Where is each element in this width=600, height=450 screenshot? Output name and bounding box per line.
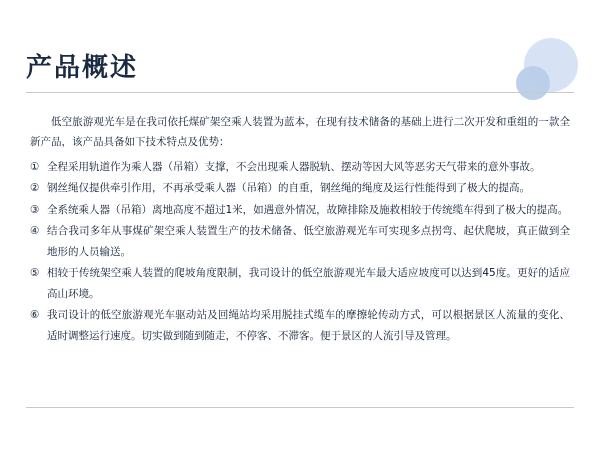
list-item-text: 相较于传统架空乘人装置的爬坡角度限制，我司设计的低空旅游观光车最大适应坡度可以达到45度。更好的适应高山环境。	[47, 267, 570, 300]
list-marker: ⑤	[30, 267, 40, 280]
decorative-circle-small-icon	[516, 66, 550, 100]
list-item	[30, 200, 570, 220]
decorative-circle-large-icon	[524, 38, 578, 92]
list-marker: ②	[30, 182, 40, 195]
list-marker: ⑥	[30, 309, 40, 322]
list-item-text: 全系统乘人器（吊箱）离地高度不超过1米，如遇意外情况，故障排除及施救相较于传统缆车得到了极大的提高。	[47, 203, 569, 216]
list-item-text: 钢丝绳仅提供牵引作用，不再承受乘人器（吊箱）的自重，钢丝绳的绳度及运行性能得到了极大的提高。	[47, 182, 530, 195]
list-marker: ③	[30, 203, 40, 216]
list-item	[30, 263, 570, 304]
title-divider	[26, 92, 574, 93]
list-item	[30, 157, 570, 177]
list-item	[30, 305, 570, 346]
list-item-text: 结合我司多年从事煤矿架空乘人装置生产的技术储备、低空旅游观光车可实现多点拐弯、起伏爬坡，真正做到全地形的人员输送。	[47, 225, 570, 258]
slide-body	[30, 112, 570, 347]
bottom-divider	[26, 407, 574, 408]
list-item-text: 全程采用轨道作为乘人器（吊箱）支撑，不会出现乘人器脱轨、摆动等因大风等恶劣天气带来的意外事故。	[47, 160, 541, 173]
feature-list	[30, 157, 570, 346]
page-title: 产品概述	[26, 53, 139, 83]
list-marker: ④	[30, 225, 40, 238]
list-marker: ①	[30, 160, 40, 173]
list-item-text: 我司设计的低空旅游观光车驱动站及回绳站均采用脱挂式缆车的摩擦轮传动方式，可以根据景区人流量的变化、适时调整运行速度。切实做到随到随走，不停客、不滞客。便于景区的人流引导及管理。	[47, 309, 570, 342]
list-item	[30, 221, 570, 262]
intro-paragraph: 低空旅游观光车是在我司依托煤矿架空乘人装置为蓝本，在现有技术储备的基础上进行二次开发和重组的一款全新产品，该产品具备如下技术特点及优势：	[30, 116, 570, 149]
list-item	[30, 178, 570, 198]
